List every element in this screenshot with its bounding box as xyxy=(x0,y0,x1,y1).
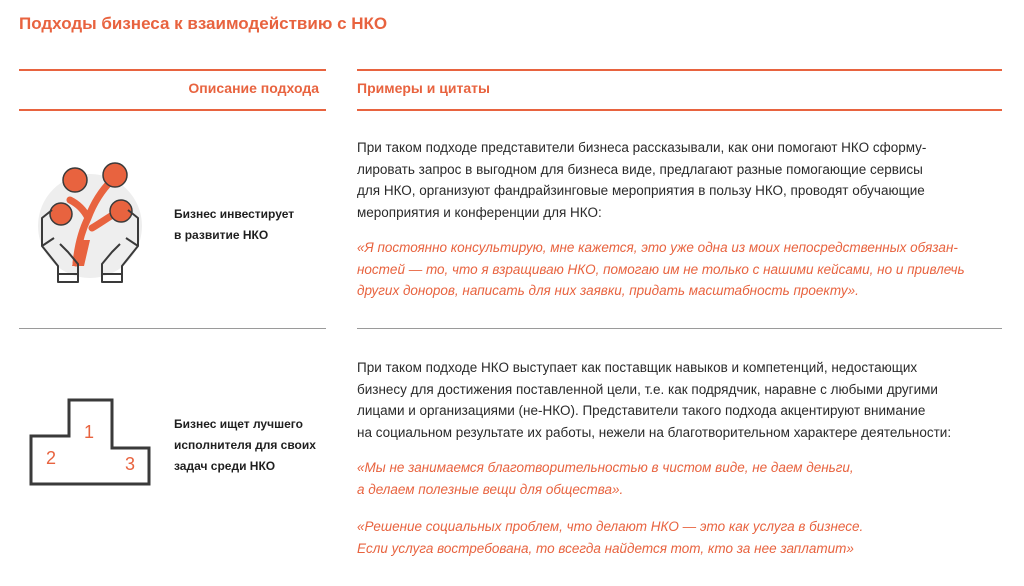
label-line: исполнителя для своих xyxy=(174,438,316,452)
quote-line: а делаем полезные вещи для общества». xyxy=(357,481,624,497)
podium-place-1: 1 xyxy=(83,422,95,442)
label-line: Бизнес ищет лучшего xyxy=(174,417,303,431)
header-bottom-rule-right xyxy=(357,109,1002,111)
quote-line: «Решение социальных проблем, что делают НКО — это как услуга в бизнесе. xyxy=(357,519,864,534)
podium-place-3: 3 xyxy=(124,454,136,474)
quote-invests xyxy=(357,237,1007,302)
label-line: в развитие НКО xyxy=(174,228,269,242)
approach-label-invests xyxy=(174,204,294,246)
page-title: Подходы бизнеса к взаимодействию с НКО xyxy=(19,14,388,33)
quote-line: «Я постоянно консультирую, мне кажется, это уже одна из моих непосредственных обязан- xyxy=(357,240,958,255)
text-line: на социальном результате их работы, нежели на благотворительном характере деятельности: xyxy=(357,424,952,440)
approach-description-invests xyxy=(357,137,1007,223)
table-top-rule-left xyxy=(19,69,326,71)
quote-line: Если услуга востребована, то всегда найдется тот, кто за нее заплатит» xyxy=(357,540,854,556)
quote-line: ностей — то, что я взращиваю НКО, помогаю им не только с нашими кейсами, но и привлечь xyxy=(357,261,965,277)
text-line: бизнесу для достижения поставленной цели, т.е. как подрядчик, наравне с любыми другими xyxy=(357,381,938,397)
column-header-examples: Примеры и цитаты xyxy=(357,80,490,96)
text-line: При таком подходе представители бизнеса рассказывали, как они помогают НКО сформу- xyxy=(357,140,927,155)
text-line: мероприятия и конференции для НКО: xyxy=(357,204,602,220)
text-line: лицами и организациями (не-НКО). Представители такого подхода акцентируют внимание xyxy=(357,403,926,418)
quote-line: «Мы не занимаемся благотворительностью в чистом виде, не даем деньги, xyxy=(357,460,854,475)
approach-label-contractor xyxy=(174,414,316,477)
column-header-approach: Описание подхода xyxy=(188,80,319,96)
quote-line: других доноров, написать для них заявки, придать масштабность проекту». xyxy=(357,283,859,298)
table-top-rule-right xyxy=(357,69,1002,71)
text-line: лировать запрос в выгодном для бизнеса виде, предлагают разные помогающие сервисы xyxy=(357,161,923,177)
podium-icon xyxy=(28,396,153,488)
header-bottom-rule-left xyxy=(19,109,326,111)
quote-contractor-1 xyxy=(357,457,1007,500)
approach-description-contractor xyxy=(357,357,1007,443)
row-divider-left xyxy=(19,328,326,329)
text-line: для НКО, организуют фандрайзинговые мероприятия в пользу НКО, проводят обучающие xyxy=(357,183,925,198)
podium-place-2: 2 xyxy=(45,448,57,468)
text-line: При таком подходе НКО выступает как поставщик навыков и компетенций, недостающих xyxy=(357,360,918,375)
quote-contractor-2 xyxy=(357,516,1007,559)
label-line: задач среди НКО xyxy=(174,459,276,473)
hands-tree-icon xyxy=(30,158,150,293)
row-divider-right xyxy=(357,328,1002,329)
label-line: Бизнес инвестирует xyxy=(174,207,295,221)
